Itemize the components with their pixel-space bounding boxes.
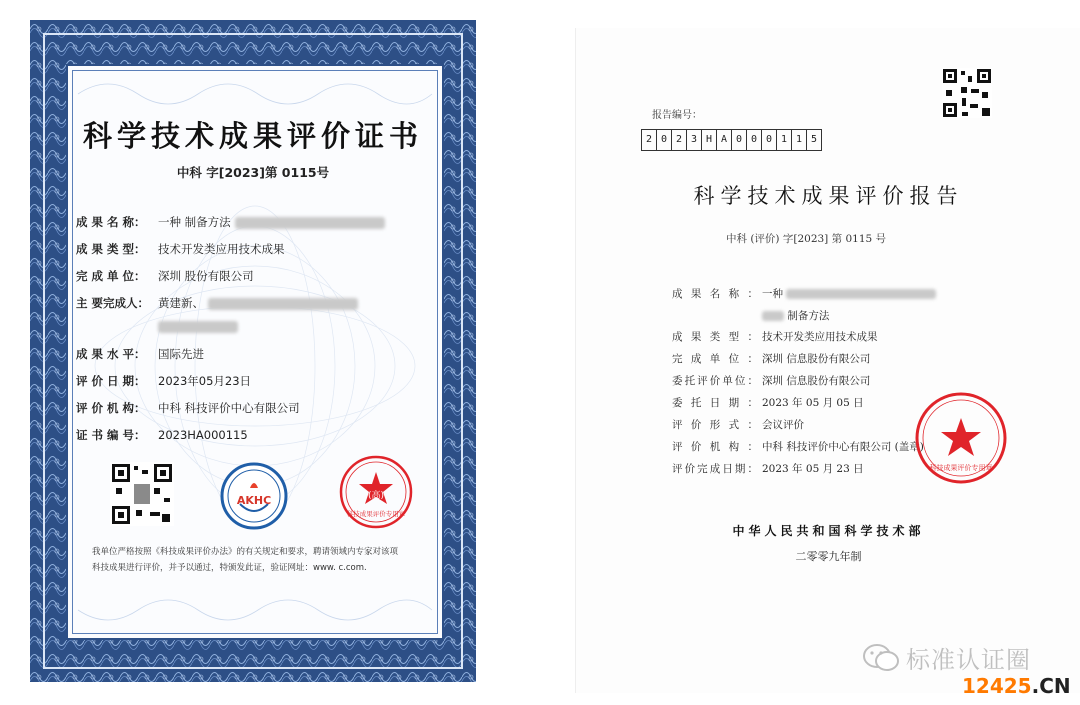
svg-text:AKHC: AKHC xyxy=(236,494,272,507)
svg-text:科技成果评价专用章: 科技成果评价专用章 xyxy=(346,510,406,518)
field-achievement-name: 成 果 名 称： 一种 制备方法 xyxy=(76,214,385,230)
code-char: 0 xyxy=(746,129,762,151)
field-evaluation-agency: 评 价 机 构： 中科 科技评价中心有限公司 xyxy=(76,401,300,415)
field-achievement-level: 成 果 水 平： 国际先进 xyxy=(76,347,204,361)
report-seal-icon xyxy=(913,390,1009,486)
r-field-form: 评价形式： 会议评价 xyxy=(672,419,804,431)
wechat-icon xyxy=(862,643,900,673)
certificate-footer: 我单位严格按照《科技成果评价办法》的有关规定和要求，聘请领域内专家对该项 科技成果进行评价，并予以通过，特颁发此证，验证网址：www. c.com. xyxy=(92,547,399,573)
code-char: 1 xyxy=(776,129,792,151)
code-char: 1 xyxy=(791,129,807,151)
r-field-type: 成果类型： 技术开发类应用技术成果 xyxy=(672,331,878,343)
report-serial: 中科 (评价) 字[2023] 第 0115 号 xyxy=(726,233,887,245)
print-year: 二零零九年制 xyxy=(795,550,862,563)
report-number-boxes xyxy=(642,129,822,151)
agency-logo xyxy=(220,462,288,530)
field-main-contributors: 主 要完成人： 黄建新、 xyxy=(76,295,358,311)
evaluation-report xyxy=(575,28,1080,693)
field-evaluation-date: 评 价 日 期： 2023年05月23日 xyxy=(76,374,252,388)
field-certificate-number: 证 书 编 号： 2023HA000115 xyxy=(76,428,248,442)
r-field-client: 委托评价单位： 深圳 信息股份有限公司 xyxy=(672,375,871,387)
code-char: 0 xyxy=(731,129,747,151)
r-field-complete-date: 评价完成日期： 2023 年 05 月 23 日 xyxy=(672,463,864,475)
r-field-unit: 完成单位： 深圳 信息股份有限公司 xyxy=(672,353,871,365)
code-char: 0 xyxy=(656,129,672,151)
report-number-label: 报告编号： xyxy=(652,110,702,121)
code-char: H xyxy=(701,129,717,151)
code-char: A xyxy=(716,129,732,151)
certificate-number: 中科 字[2023]第 0115号 xyxy=(176,165,330,180)
field-completing-unit: 完 成 单 位： 深圳 股份有限公司 xyxy=(76,269,254,283)
code-char: 3 xyxy=(686,129,702,151)
wechat-watermark: 标准认证圈 xyxy=(862,640,1031,675)
code-char: 0 xyxy=(761,129,777,151)
field-achievement-type: 成 果 类 型： 技术开发类应用技术成果 xyxy=(76,242,285,256)
ministry-name: 中华人民共和国科学技术部 xyxy=(732,524,925,538)
svg-text:科技成果评价专用章: 科技成果评价专用章 xyxy=(929,464,993,472)
r-field-name-cont: 制备方法 xyxy=(762,308,829,323)
certificate xyxy=(30,20,476,682)
code-char: 2 xyxy=(671,129,687,151)
qr-code-icon xyxy=(942,68,992,118)
r-field-name: 成果名称： 一种 xyxy=(672,286,936,301)
svg-text:(高): (高) xyxy=(367,491,385,501)
qr-code-icon xyxy=(110,462,174,526)
r-field-entrust-date: 委托日期： 2023 年 05 月 05 日 xyxy=(672,397,864,409)
r-field-agency: 评价机构： 中科 科技评价中心有限公司 (盖章) xyxy=(672,441,924,453)
official-seal-icon xyxy=(338,454,414,530)
report-title: 科学技术成果评价报告 xyxy=(693,184,964,208)
site-watermark: 12425.CN xyxy=(962,674,1071,698)
certificate-title: 科学技术成果评价证书 xyxy=(82,119,423,153)
code-char: 5 xyxy=(806,129,822,151)
contributors-continued xyxy=(158,319,238,333)
code-char: 2 xyxy=(641,129,657,151)
